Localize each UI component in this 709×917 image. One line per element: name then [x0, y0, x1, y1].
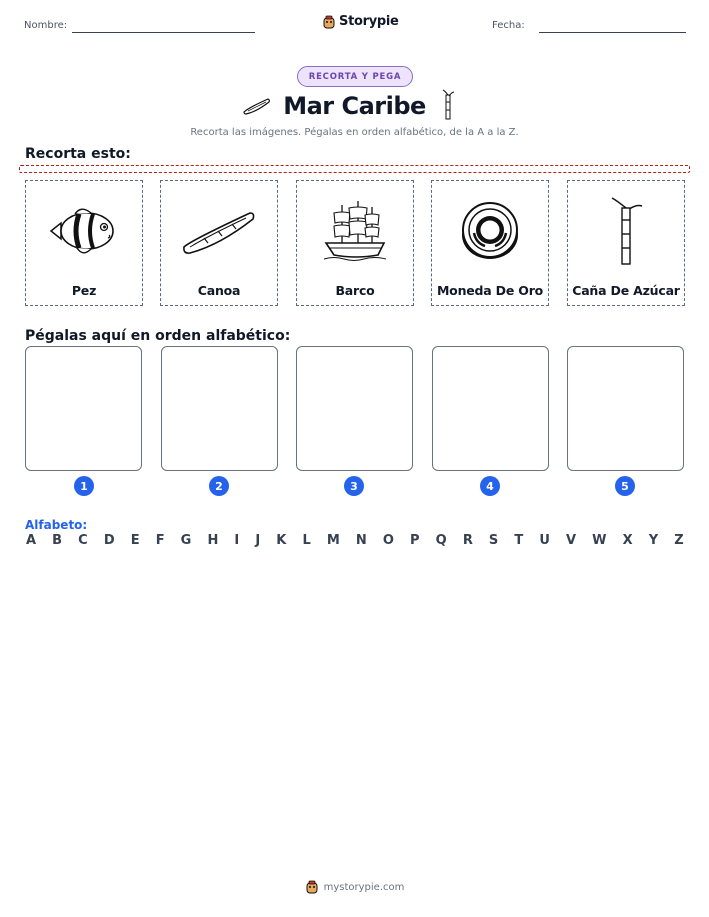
alphabet-letter: Z: [674, 533, 684, 548]
page-title: Mar Caribe: [283, 92, 426, 120]
card-label: Caña De Azúcar: [572, 283, 680, 298]
cut-card-gold-coin[interactable]: [431, 180, 549, 306]
gold-coin-icon: [458, 199, 522, 263]
alphabet-letter: V: [566, 533, 577, 548]
alphabet-letter: M: [326, 533, 340, 548]
alphabet-letter: O: [382, 533, 394, 548]
card-label: Canoa: [197, 283, 241, 298]
number-badge-4: 4: [480, 476, 500, 496]
alphabet-letter: Q: [435, 533, 447, 548]
alphabet-letter: C: [78, 533, 88, 548]
alphabet-letter: W: [592, 533, 607, 548]
activity-badge: RECORTA Y PEGA: [297, 66, 413, 87]
cut-line: [19, 165, 690, 173]
alphabet-letter: I: [234, 533, 240, 548]
paste-box-3[interactable]: [296, 346, 413, 471]
cut-section-title: Recorta esto:: [25, 146, 131, 162]
alphabet-letter: U: [539, 533, 550, 548]
footer-url: mystorypie.com: [323, 881, 405, 893]
alphabet-letter: T: [514, 533, 524, 548]
alphabet-letter: F: [155, 533, 165, 548]
storypie-mascot-icon: [322, 15, 336, 29]
storypie-mascot-icon: [305, 880, 319, 894]
paste-box-5[interactable]: [567, 346, 684, 471]
paste-section-title: Pégalas aquí en orden alfabético:: [25, 328, 291, 344]
alphabet-letter: N: [355, 533, 367, 548]
fish-icon: [47, 201, 121, 261]
card-label: Moneda De Oro: [436, 283, 544, 298]
alphabet-letter: X: [622, 533, 633, 548]
footer: [0, 880, 709, 894]
date-label: Fecha:: [492, 20, 525, 31]
alphabet-letter: H: [207, 533, 219, 548]
sugarcane-small-icon: [441, 89, 455, 121]
alphabet-letter: K: [276, 533, 287, 548]
alphabet-letter: S: [488, 533, 499, 548]
paste-box-4[interactable]: [432, 346, 549, 471]
alphabet-letter: A: [26, 533, 37, 548]
alphabet-letter: R: [462, 533, 473, 548]
alphabet-letter: L: [302, 533, 311, 548]
number-badge-5: 5: [615, 476, 635, 496]
cut-card-ship[interactable]: [296, 180, 414, 306]
alphabet-letter: G: [180, 533, 192, 548]
alphabet-letter: Y: [648, 533, 659, 548]
name-line[interactable]: [72, 32, 255, 33]
number-badge-2: 2: [209, 476, 229, 496]
card-label: Barco: [335, 283, 375, 298]
sugarcane-icon: [606, 196, 646, 266]
alphabet-letter: P: [410, 533, 420, 548]
alphabet-letter: D: [103, 533, 115, 548]
alphabet-letter: J: [255, 533, 261, 548]
alphabet-letter: E: [130, 533, 140, 548]
alphabet-row: [26, 533, 684, 548]
instructions: Recorta las imágenes. Pégalas en orden alfabético, de la A a la Z.: [190, 127, 519, 138]
name-label: Nombre:: [24, 20, 68, 31]
cut-card-fish[interactable]: [25, 180, 143, 306]
alphabet-letter: B: [52, 533, 63, 548]
alphabet-title: Alfabeto:: [25, 518, 88, 532]
number-badge-3: 3: [344, 476, 364, 496]
date-line[interactable]: [539, 32, 686, 33]
cut-card-sugarcane[interactable]: [567, 180, 685, 306]
paste-box-2[interactable]: [161, 346, 278, 471]
ship-icon: [322, 199, 388, 263]
brand-name: Storypie: [339, 14, 399, 29]
paste-box-1[interactable]: [25, 346, 142, 471]
brand-logo: [322, 14, 399, 29]
canoe-icon: [180, 205, 258, 257]
card-label: Pez: [71, 283, 97, 298]
cut-card-canoe[interactable]: [160, 180, 278, 306]
number-badge-1: 1: [74, 476, 94, 496]
